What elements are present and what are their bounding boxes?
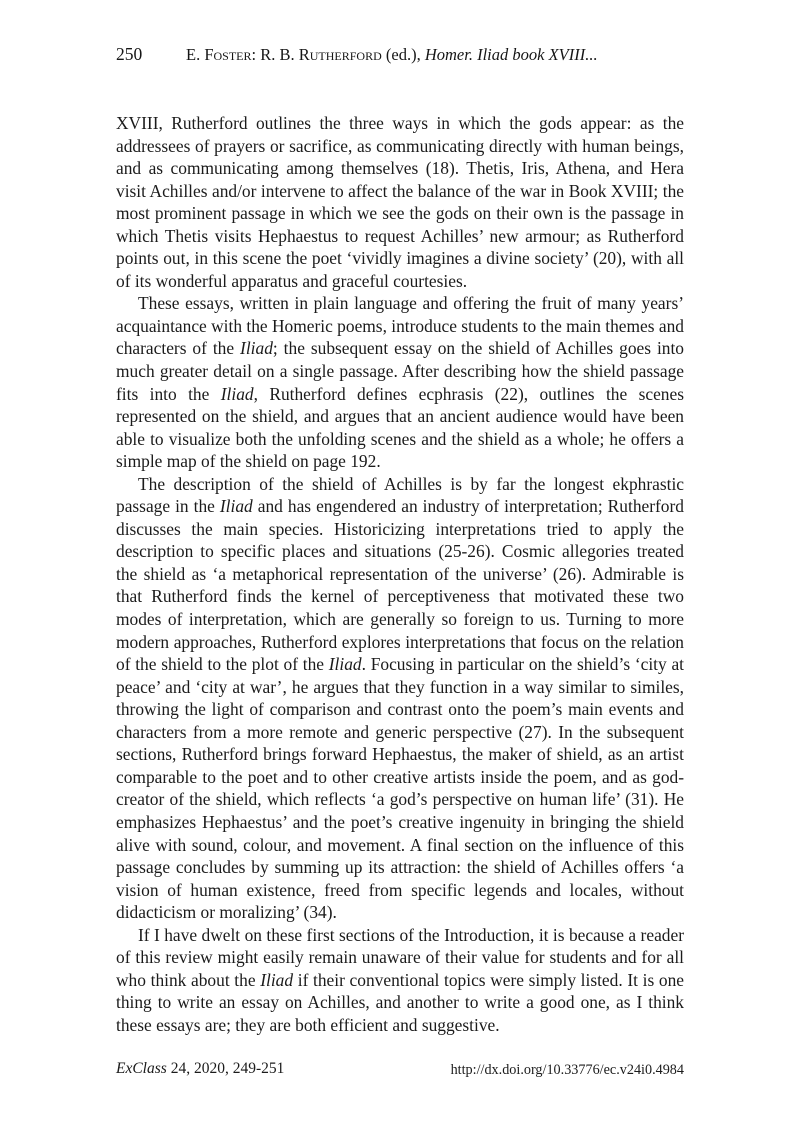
- body-paragraph: [116, 473, 684, 924]
- text-run: if their conventional topics were simply listed. It is one thing to write an essay on Achilles, and another to write a good one, as I think these essays are; they are both efficient and suggestive.: [116, 969, 684, 1035]
- italic-work-title: Iliad: [240, 338, 273, 359]
- footer-doi-link[interactable]: http://dx.doi.org/10.33776/ec.v24i0.4984: [450, 1062, 684, 1078]
- text-run: If I have dwelt on these first sections of the Introduction, it is because a reader of this review might easily remain unaware of their value for students and for all who think about the: [116, 924, 684, 990]
- running-head-work-title: Homer. Iliad book XVIII...: [424, 45, 598, 64]
- body-paragraph: [116, 112, 684, 292]
- running-head-separator: :: [251, 45, 261, 64]
- italic-work-title: Iliad: [260, 969, 294, 990]
- running-head: [116, 42, 684, 66]
- body-paragraph: [116, 924, 684, 1037]
- italic-work-title: Iliad: [220, 383, 254, 404]
- running-head-editor-role: (ed.),: [381, 45, 425, 64]
- text-run: The description of the shield of Achilles is by far the longest ekphrastic passage in the: [116, 473, 684, 517]
- text-run: . Focusing in particular on the shield’s ‘city at peace’ and ‘city at war’, he argues that they function in a way similar to similes, throwing the light of comparison and contrast onto the poem’s main events and characters from a more remote and generic perspective (27). In the subsequent sections, Rutherford brings forward Hephaestus, the maker of shield, as an artist comparable to the poet and to other creative artists inside the poem, and as god-creator of the shield, which reflects ‘a god’s perspective on human life’ (31). He emphasizes Hephaestus’ and the poet’s creative ingenuity in bringing the shield alive with sound, colour, and movement. A final section on the influence of this passage concludes by summing up its attraction: the shield of Achilles offers ‘a vision of human existence, freed from specific legends and locales, without didacticism or moralizing’ (34).: [116, 654, 684, 923]
- text-run: ; the subsequent essay on the shield of Achilles goes into much greater detail on a single passage. After describing how the shield passage fits into the: [116, 338, 684, 404]
- text-run: These essays, written in plain language and offering the fruit of many years’ acquaintance with the Homeric poems, introduce students to the main themes and characters of the: [116, 293, 684, 359]
- running-head-author: E. Foster: [186, 45, 252, 64]
- text-run: and has engendered an industry of interpretation; Rutherford discusses the main species. Historicizing interpretations tried to apply the description to specific places and situations (25-26). Cosmic allegories treated the shield as ‘a metaphorical representation of the universe’ (26). Admirable is that Rutherford finds the kernel of perceptiveness that motivated these two modes of interpretation, which are generally so foreign to us. Turning to more modern approaches, Rutherford explores interpretations that focus on the relation of the shield to the plot of the: [116, 496, 684, 675]
- page-number: 250: [116, 44, 143, 64]
- footer-journal-name: ExClass: [116, 1060, 167, 1077]
- text-run: XVIII, Rutherford outlines the three ways in which the gods appear: as the addressees of prayers or sacrifice, as communicating directly with human beings, and as communicating among themselves (18). Thetis, Iris, Athena, and Hera visit Achilles and/or intervene to affect the balance of the war in Book XVIII; the most prominent passage in which we see the gods on their own is the passage in which Thetis visits Hephaestus to request Achilles’ new armour; as Rutherford points out, in this scene the poet ‘vividly imagines a divine society’ (20), with all of its wonderful apparatus and graceful courtesies.: [116, 113, 684, 291]
- page-footer: [116, 1058, 684, 1080]
- italic-work-title: Iliad: [328, 654, 362, 675]
- footer-citation: [116, 1058, 284, 1080]
- text-run: , Rutherford defines ecphrasis (22), outlines the scenes represented on the shield, and argues that an ancient audience would have been able to visualize both the unfolding scenes and the shield as a whole; he offers a simple map of the shield on page 192.: [116, 383, 684, 472]
- running-head-title: [186, 45, 598, 64]
- footer-citation-detail: 24, 2020, 249-251: [166, 1060, 285, 1077]
- body-text: [116, 112, 684, 1036]
- body-paragraph: [116, 292, 684, 472]
- running-head-editor: R. B. Rutherford: [260, 45, 382, 64]
- italic-work-title: Iliad: [219, 496, 253, 517]
